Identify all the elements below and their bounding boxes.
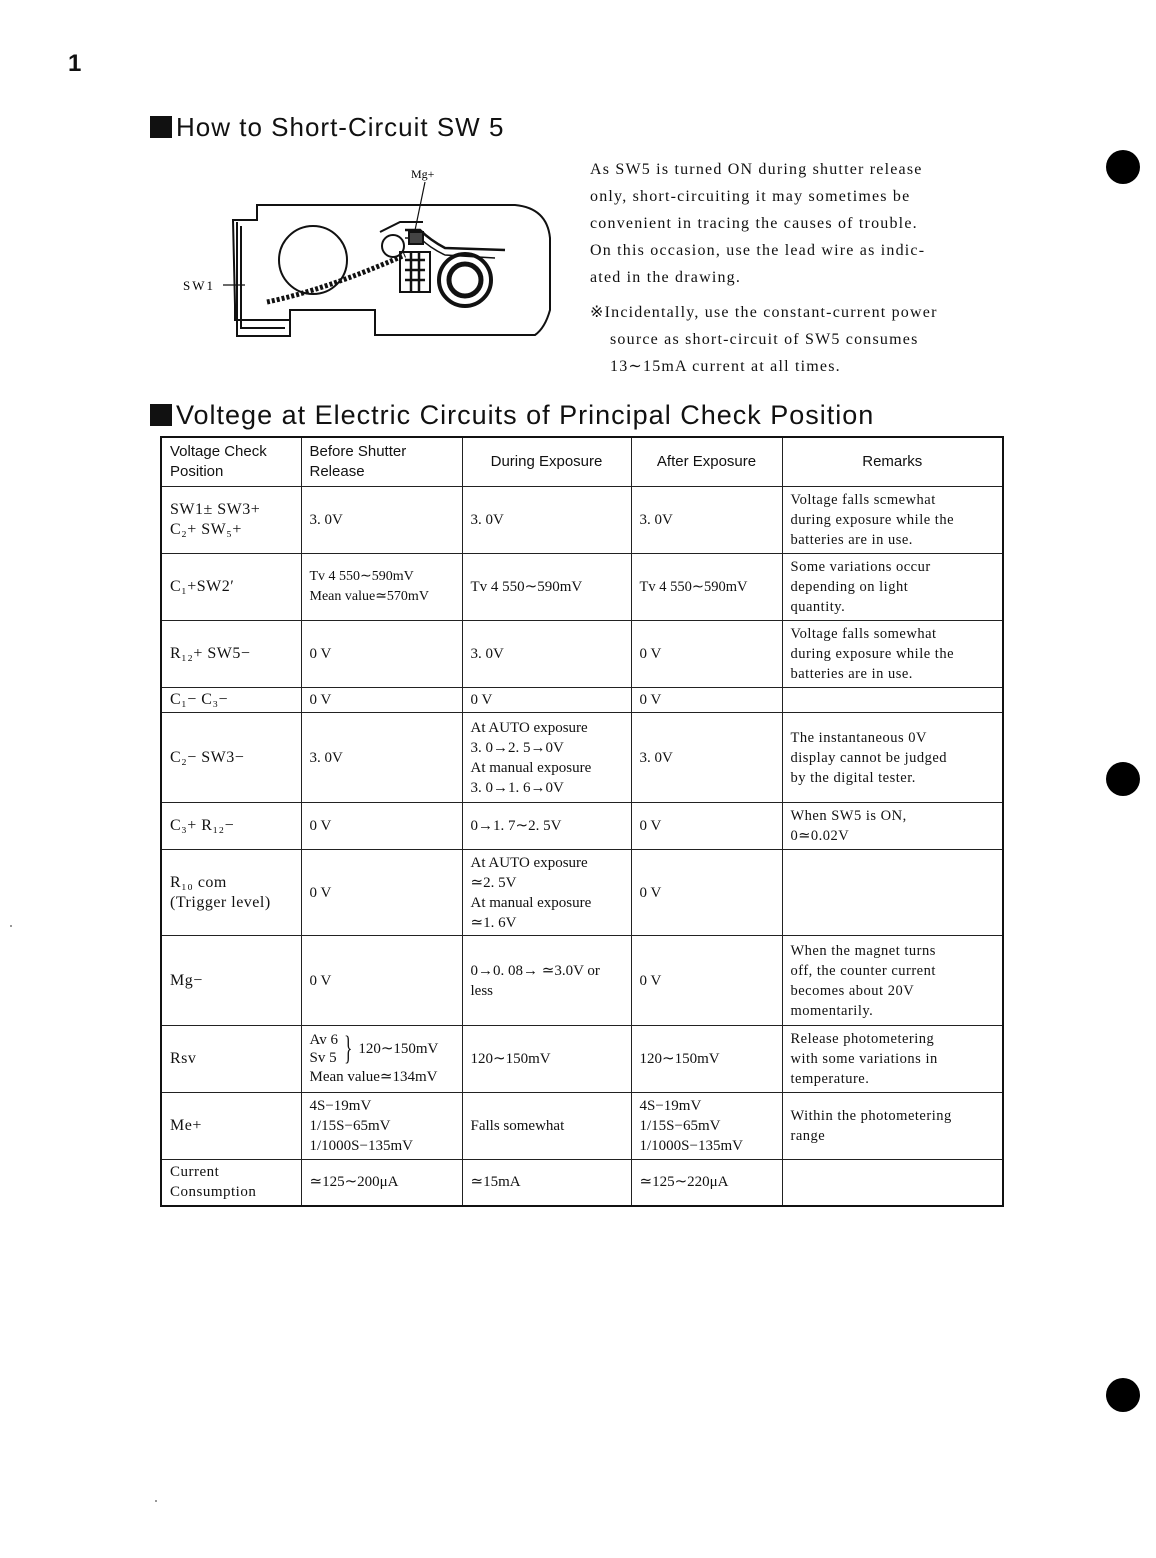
cell-after: 3. 0V [631,713,782,803]
cell-after: 3. 0V [631,487,782,554]
punch-hole [1106,150,1140,184]
table-row [161,554,1003,621]
cell-before: Tv 4 550∼590mV Mean value≃570mV [301,554,462,621]
cell-during: ≃15mA [462,1160,631,1206]
punch-hole [1106,1378,1140,1412]
cell-during: 3. 0V [462,621,631,688]
sw1-label: SW1 [183,278,215,293]
cell-position: C₁+SW2′ [161,554,301,621]
sv-value: Sv 5 [309,1050,337,1066]
cell-remarks: Release photometering with some variations in temperature. [782,1026,1003,1093]
cell-during: Tv 4 550∼590mV [462,554,631,621]
cell-during: At AUTO exposure 3. 0→2. 5→0V At manual exposure 3. 0→1. 6→0V [462,713,631,803]
cell-before: 0 V [301,621,462,688]
cell-during: 0→1. 7∼2. 5V [462,803,631,850]
cell-remarks [782,688,1003,713]
cell-during: 0 V [462,688,631,713]
page-number: 1 [68,50,82,77]
cell-position: Current Consumption [161,1160,301,1206]
cell-remarks: Within the photometering range [782,1093,1003,1160]
cell-before: 0 V [301,688,462,713]
description-line: On this occasion, use the lead wire as indic- [590,242,926,259]
cell-after: 120∼150mV [631,1026,782,1093]
table-row [161,1160,1003,1206]
cell-after: 0 V [631,621,782,688]
cell-after: 0 V [631,688,782,713]
cell-remarks: Voltage falls somewhat during exposure while the batteries are in use. [782,621,1003,688]
av-value: Av 6 [309,1032,338,1048]
av-sv-group [310,1031,454,1067]
punch-hole [1106,762,1140,796]
description-line: ated in the drawing. [590,269,742,286]
col-header: Voltage Check Position [161,437,301,487]
note-line [590,299,1010,326]
cell-position: C₁− C₃− [161,688,301,713]
square-bullet-icon [150,404,172,426]
cell-after: 0 V [631,850,782,936]
speck [10,925,12,927]
note-mark: ※ [590,304,605,321]
cell-before [301,1026,462,1093]
short-circuit-description [590,156,1010,380]
description-line: only, short-circuiting it may sometimes be [590,188,911,205]
cell-after: ≃125∼220μA [631,1160,782,1206]
sw5-circuit-diagram [175,160,565,350]
cell-during: 120∼150mV [462,1026,631,1093]
cell-during: 3. 0V [462,487,631,554]
description-line: As SW5 is turned ON during shutter release [590,161,923,178]
cell-during: 0→0. 08→ ≃3.0V or less [462,936,631,1026]
table-row [161,936,1003,1026]
col-header: Remarks [782,437,1003,487]
description-line: convenient in tracing the causes of trouble. [590,215,918,232]
square-bullet-icon [150,116,172,138]
table-row [161,803,1003,850]
note-text: source as short-circuit of SW5 consumes [610,331,919,348]
mean-value: Mean value≃134mV [309,1069,438,1085]
cell-remarks [782,850,1003,936]
cell-before: 0 V [301,803,462,850]
col-header: Before Shutter Release [301,437,462,487]
mg-label: Mg+ [411,167,435,181]
cell-position: Me+ [161,1093,301,1160]
heading-text: Voltege at Electric Circuits of Principal Check Position [176,400,875,430]
cell-position: R₁₂+ SW5− [161,621,301,688]
cell-remarks: The instantaneous 0V display cannot be judged by the digital tester. [782,713,1003,803]
cell-before: 3. 0V [301,713,462,803]
table-row [161,1026,1003,1093]
section-heading-short-circuit [150,112,504,143]
cell-after: 0 V [631,803,782,850]
voltage-table [160,436,1004,1207]
heading-text: How to Short-Circuit SW 5 [176,112,505,142]
cell-after: 0 V [631,936,782,1026]
cell-remarks [782,1160,1003,1206]
cell-position: R₁₀ com (Trigger level) [161,850,301,936]
av-sv-range: 120∼150mV [358,1041,439,1057]
col-header: During Exposure [462,437,631,487]
speck [155,1500,157,1502]
brace-icon: } [344,1030,353,1067]
col-header: After Exposure [631,437,782,487]
table-header-row [161,437,1003,487]
note-text: 13∼15mA current at all times. [610,358,841,375]
cell-position: Rsv [161,1026,301,1093]
cell-position: SW1± SW3+ C₂+ SW₅+ [161,487,301,554]
cell-remarks: Voltage falls scmewhat during exposure while the batteries are in use. [782,487,1003,554]
cell-remarks: When the magnet turns off, the counter current becomes about 20V momentarily. [782,936,1003,1026]
cell-before: 0 V [301,936,462,1026]
cell-after: 4S−19mV 1/15S−65mV 1/1000S−135mV [631,1093,782,1160]
cell-position: Mg− [161,936,301,1026]
table-row [161,621,1003,688]
cell-during: At AUTO exposure ≃2. 5V At manual exposure ≃1. 6V [462,850,631,936]
cell-before: 4S−19mV 1/15S−65mV 1/1000S−135mV [301,1093,462,1160]
cell-remarks: Some variations occur depending on light quantity. [782,554,1003,621]
table-row [161,487,1003,554]
note-text: Incidentally, use the constant-current power [604,304,938,321]
cell-before: ≃125∼200μA [301,1160,462,1206]
cell-position: C₂− SW3− [161,713,301,803]
table-row [161,713,1003,803]
cell-during: Falls somewhat [462,1093,631,1160]
lead-wire [267,255,405,302]
table-row [161,1093,1003,1160]
cell-remarks: When SW5 is ON, 0≃0.02V [782,803,1003,850]
cell-after: Tv 4 550∼590mV [631,554,782,621]
cell-before: 0 V [301,850,462,936]
cell-position: C₃+ R₁₂− [161,803,301,850]
section-heading-voltage [150,400,874,431]
cell-before: 3. 0V [301,487,462,554]
table-row [161,688,1003,713]
table-row [161,850,1003,936]
